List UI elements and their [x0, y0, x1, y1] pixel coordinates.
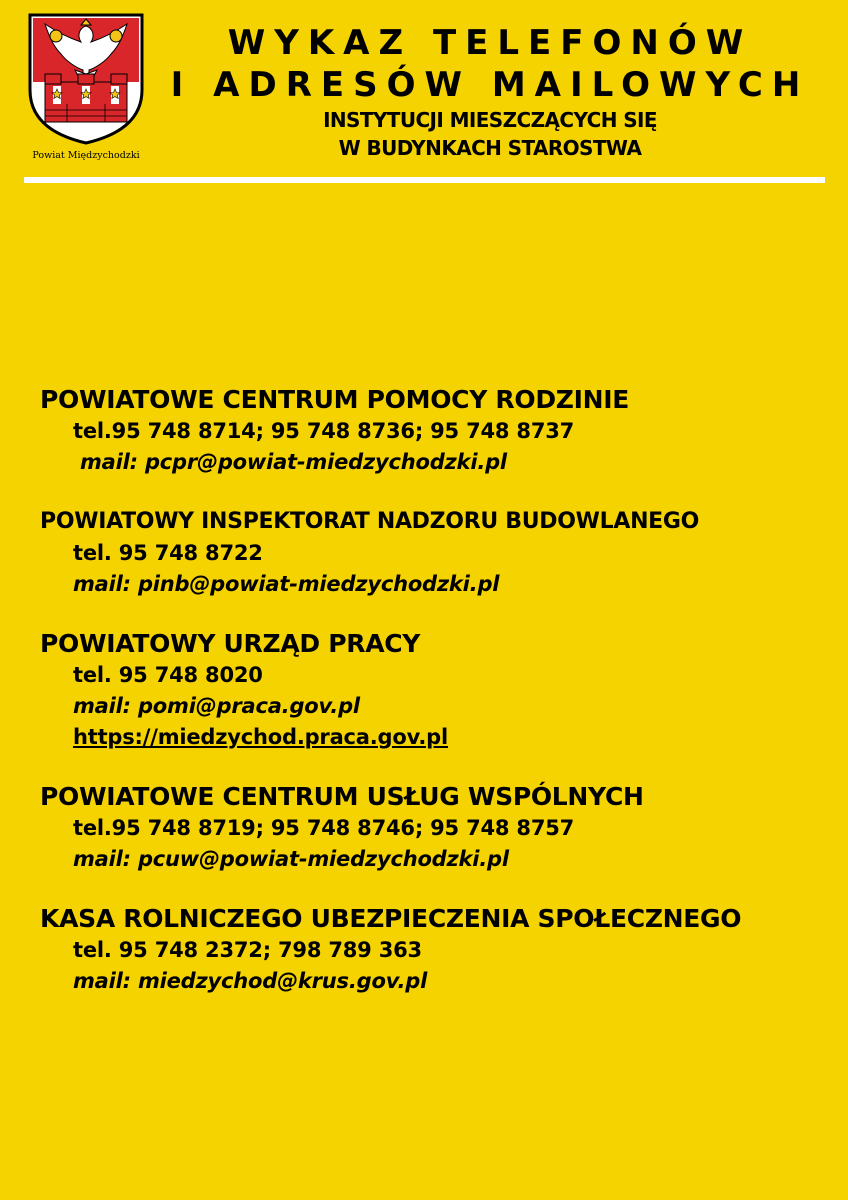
- institution-website-link[interactable]: https://miedzychod.praca.gov.pl: [73, 725, 448, 749]
- institution-email[interactable]: mail: pcpr@powiat-miedzychodzki.pl: [80, 450, 507, 474]
- institution-phone: tel. 95 748 8722: [73, 541, 263, 565]
- institution-email[interactable]: mail: pinb@powiat-miedzychodzki.pl: [73, 572, 500, 596]
- institution-entry-pup: [40, 628, 830, 753]
- institution-email[interactable]: mail: pcuw@powiat-miedzychodzki.pl: [73, 847, 509, 871]
- institution-entry-pcpr: [40, 384, 830, 478]
- page-title-line-2: I ADRESÓW MAILOWYCH: [170, 65, 810, 105]
- institution-name: POWIATOWY INSPEKTORAT NADZORU BUDOWLANEGO: [40, 509, 700, 534]
- institution-list: [40, 384, 830, 1025]
- institution-email[interactable]: mail: pomi@praca.gov.pl: [73, 694, 360, 718]
- institution-phone: tel.95 748 8719; 95 748 8746; 95 748 8757: [73, 816, 575, 840]
- institution-entry-pcuw: [40, 781, 830, 875]
- institution-name: POWIATOWE CENTRUM POMOCY RODZINIE: [40, 385, 630, 414]
- header-divider: [24, 177, 825, 183]
- institution-phone: tel. 95 748 8020: [73, 663, 263, 687]
- institution-name: POWIATOWE CENTRUM USŁUG WSPÓLNYCH: [40, 782, 644, 811]
- institution-name: KASA ROLNICZEGO UBEZPIECZENIA SPOŁECZNEGO: [40, 904, 742, 933]
- coat-of-arms-icon: [27, 12, 145, 146]
- page-title-line-1: WYKAZ TELEFONÓW: [227, 23, 753, 63]
- institution-phone: tel. 95 748 2372; 798 789 363: [73, 938, 422, 962]
- coat-of-arms-logo: [24, 12, 148, 168]
- page-header: [160, 22, 820, 162]
- institution-name: POWIATOWY URZĄD PRACY: [40, 629, 421, 658]
- page-subtitle-line-2: W BUDYNKACH STAROSTWA: [338, 136, 642, 160]
- institution-entry-krus: [40, 903, 830, 997]
- logo-caption: Powiat Międzychodzki: [32, 150, 140, 161]
- page-subtitle-line-1: INSTYTUCJI MIESZCZĄCYCH SIĘ: [323, 108, 657, 132]
- institution-entry-pinb: [40, 506, 830, 600]
- institution-phone: tel.95 748 8714; 95 748 8736; 95 748 8737: [73, 419, 575, 443]
- institution-email[interactable]: mail: miedzychod@krus.gov.pl: [73, 969, 428, 993]
